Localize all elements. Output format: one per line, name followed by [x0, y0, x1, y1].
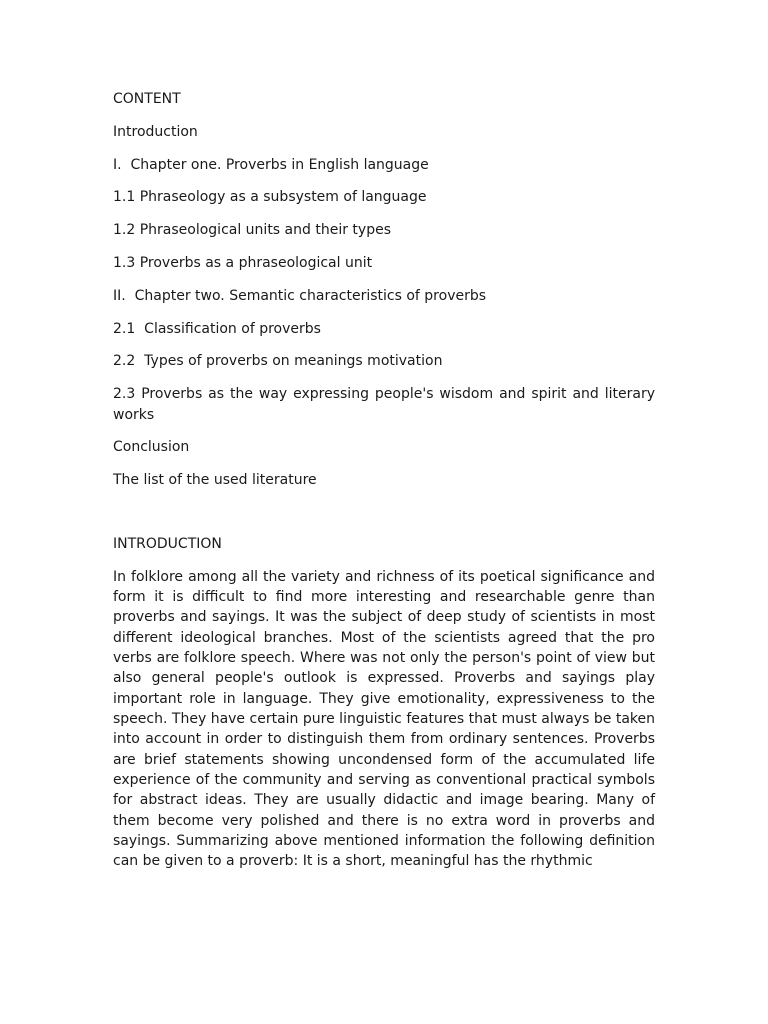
toc-item-1-2: 1.2 Phraseological units and their types: [113, 222, 391, 239]
document-page: [113, 89, 655, 872]
contents-heading: CONTENT: [113, 91, 181, 107]
toc-item-2-2: 2.2 Types of proverbs on meanings motivation: [113, 353, 443, 370]
introduction-paragraph: In folklore among all the variety and richness of its poetical significance and form it is difficult to find more interesting and researchable genre than proverbs and sayings. It was the subject of deep study of scientists in most different ideological branches. Most of the scientists agreed that the pro verbs are folklore speech. Where was not only the person's point of view but also general people's outlook is expressed. Proverbs and sayings play important role in language. They give emotionality, expressiveness to the speech. They have certain pure linguistic features that must always be taken into account in order to distinguish them from ordinary sentences. Proverbs are brief statements showing uncondensed form of the accumulated life experience of the community and serving as conventional practical symbols for abstract ideas. They are usually didactic and image bearing. Many of them become very polished and there is no extra word in proverbs and sayings. Summarizing above mentioned information the following definition can be given to a proverb: It is a short, meaningful has the rhythmic: [113, 568, 655, 870]
toc-item-conclusion: Conclusion: [113, 439, 190, 456]
toc-item-2-3: 2.3 Proverbs as the way expressing people's wisdom and spirit and literary works: [113, 386, 655, 423]
toc-item-chapter-two: II. Chapter two. Semantic characteristics of proverbs: [113, 287, 487, 304]
toc-item-chapter-one: I. Chapter one. Proverbs in English language: [113, 156, 429, 173]
toc-item-1-3: 1.3 Proverbs as a phraseological unit: [113, 254, 373, 271]
toc-item-2-1: 2.1 Classification of proverbs: [113, 320, 321, 337]
introduction-heading: INTRODUCTION: [113, 535, 222, 552]
toc-item-1-1: 1.1 Phraseology as a subsystem of language: [113, 189, 427, 206]
toc-item-introduction: Introduction: [113, 123, 198, 140]
toc-item-literature: The list of the used literature: [113, 472, 317, 489]
